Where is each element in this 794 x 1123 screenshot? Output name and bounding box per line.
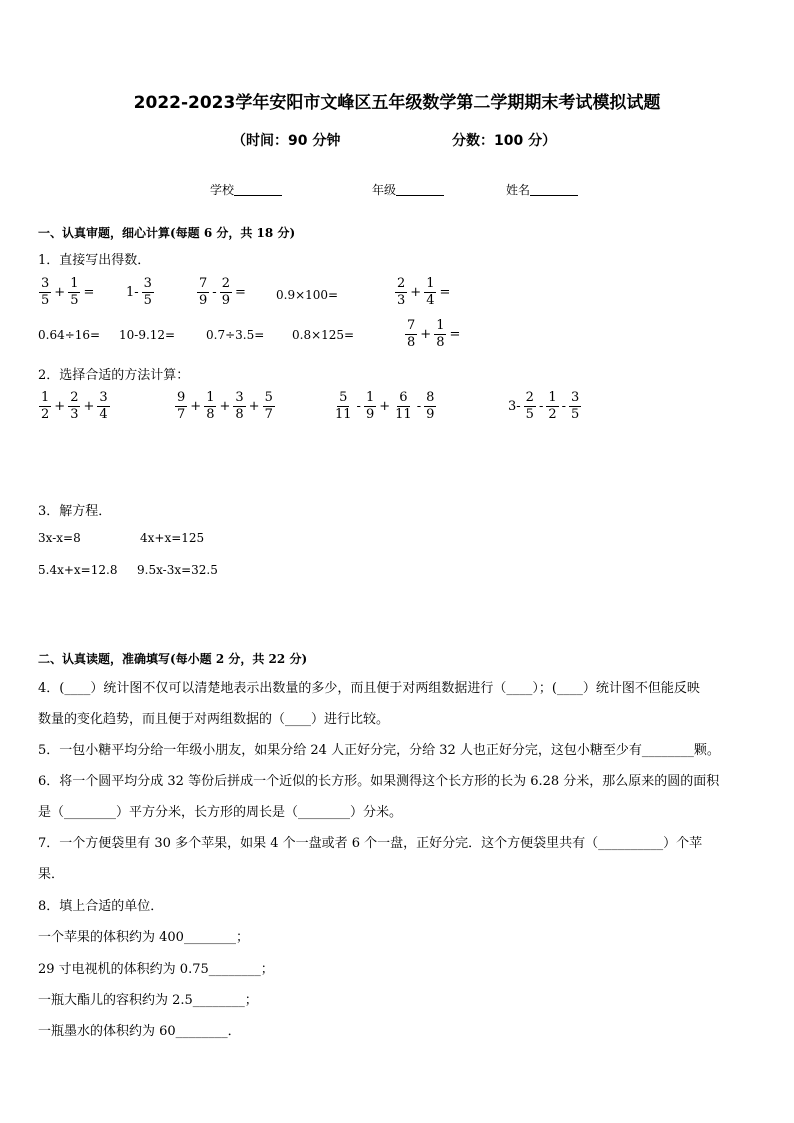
school-field[interactable]: 学校 <box>210 181 282 198</box>
school-blank[interactable] <box>234 183 282 196</box>
page-title: 2022-2023学年安阳市文峰区五年级数学第二学期期末考试模拟试题 <box>133 93 661 113</box>
q1-item-a: $\frac{3}{5}$ + $\frac{1}{5}$ = <box>41 276 95 308</box>
grade-blank[interactable] <box>396 183 444 196</box>
question-5: 5．一包小糖平均分给一年级小朋友，如果分给 24 人正好分完，分给 32 人也正好分完，这包小糖至少有________颗。 <box>38 743 720 758</box>
q1-item-h: 0.7÷3.5= <box>206 328 265 342</box>
section1-heading: 一、认真审题，细心计算(每题 6 分，共 18 分) <box>38 226 296 240</box>
q2-item-a: $\frac{1}{2}$ + $\frac{2}{3}$ + $\frac{3}{4}$ <box>41 390 108 422</box>
grade-field[interactable]: 年级 <box>372 181 444 198</box>
question-7-line1: 7．一个方便袋里有 30 多个苹果，如果 4 个一盘或者 6 个一盘，正好分完．这个方便袋里共有（__________）个苹 <box>38 836 703 851</box>
q1-item-i: 0.8×125= <box>292 328 355 342</box>
q8-item-2: 29 寸电视机的体积约为 0.75________； <box>38 962 274 977</box>
question-6-line2: 是（________）平方分米，长方形的周长是（________）分米。 <box>38 805 403 820</box>
q3-equation-1: 3x-x=8 <box>38 531 81 545</box>
q1-item-f: 0.64÷16= <box>38 328 101 342</box>
q1-item-e: $\frac{2}{3}$ + $\frac{1}{4}$ = <box>397 276 451 308</box>
q8-item-1: 一个苹果的体积约为 400________； <box>38 930 249 945</box>
question-3: 3．解方程． <box>38 504 112 519</box>
q3-equation-3: 5.4x+x=12.8 <box>38 563 118 577</box>
name-blank[interactable] <box>530 183 578 196</box>
question-4-line2: 数量的变化趋势，而且便于对两组数据的（____）进行比较。 <box>38 712 390 727</box>
time-label: （时间：90 分钟 <box>232 133 341 149</box>
q2-item-d: 3- $\frac{2}{5}$ - $\frac{1}{2}$ - $\frac{3}{5}$ <box>508 390 580 422</box>
q2-item-b: $\frac{9}{7}$ + $\frac{1}{8}$ + $\frac{3}{8}$ + $\frac{5}{7}$ <box>177 390 273 422</box>
q1-item-j: $\frac{7}{8}$ + $\frac{1}{8}$ = <box>407 318 461 350</box>
q1-item-d: 0.9×100= <box>276 288 339 302</box>
question-4-line1: 4．(____）统计图不仅可以清楚地表示出数量的多少，而且便于对两组数据进行（____）；(____）统计图不但能反映 <box>38 681 700 696</box>
q1-item-c: $\frac{7}{9}$ - $\frac{2}{9}$ = <box>199 276 246 308</box>
question-2: 2．选择合适的方法计算： <box>38 368 190 383</box>
q3-equation-4: 9.5x-3x=32.5 <box>137 563 218 577</box>
q8-item-4: 一瓶墨水的体积约为 60________． <box>38 1024 241 1039</box>
q1-item-b: 1- $\frac{3}{5}$ <box>126 276 152 308</box>
question-6-line1: 6．将一个圆平均分成 32 等份后拼成一个近似的长方形。如果测得这个长方形的长为 6.28 分米，那么原来的圆的面积 <box>38 774 720 789</box>
question-8: 8．填上合适的单位． <box>38 899 164 914</box>
section2-heading: 二、认真读题，准确填写(每小题 2 分，共 22 分) <box>38 652 308 666</box>
name-field[interactable]: 姓名 <box>506 181 578 198</box>
q3-equation-2: 4x+x=125 <box>140 531 205 545</box>
q8-item-3: 一瓶大酯儿的容积约为 2.5________； <box>38 993 258 1008</box>
score-label: 分数：100 分） <box>452 133 557 149</box>
q2-item-c: $\frac{5}{11}$ - $\frac{1}{9}$ + $\frac{6}{11}$ - $\frac{8}{9}$ <box>335 390 435 422</box>
question-7-line2: 果． <box>38 867 65 882</box>
question-1: 1．直接写出得数． <box>38 253 151 268</box>
q1-item-g: 10-9.12= <box>119 328 176 342</box>
